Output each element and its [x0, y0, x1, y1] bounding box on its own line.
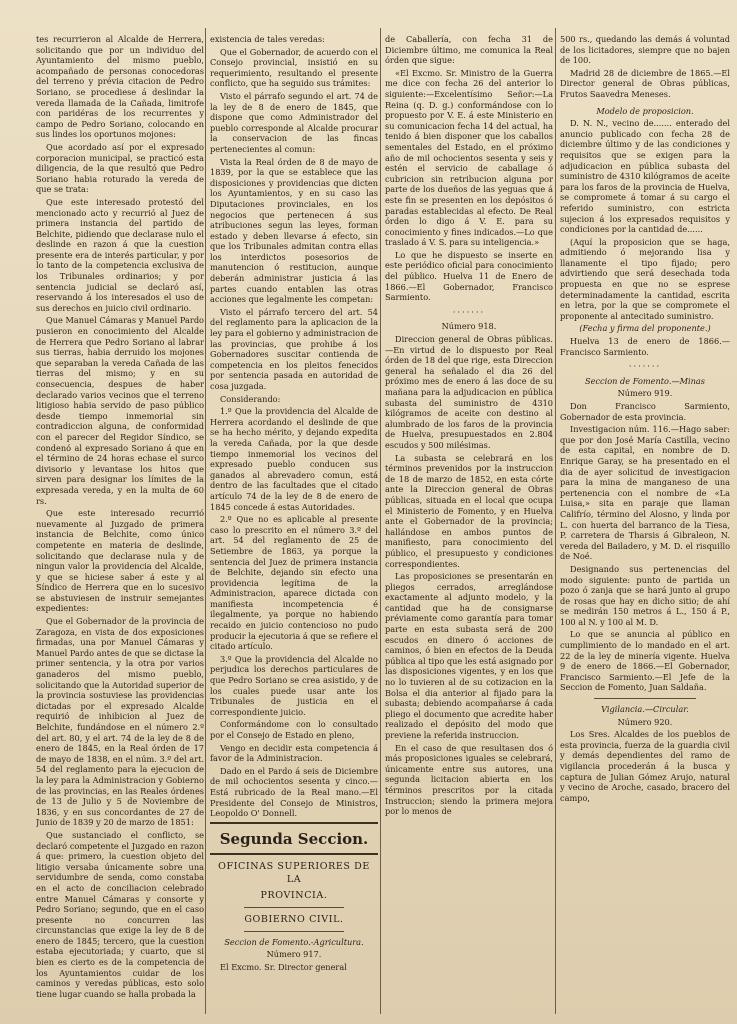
paragraph: Que acordado así por el expresado corporacion municipal, se practicó esta diligencia, de la que resultó que Pedro Soriano habia roturado la vereda de que se trata:	[36, 141, 204, 195]
paragraph: existencia de tales veredas:	[210, 34, 325, 44]
notice-number: Número 917.	[266, 949, 322, 960]
paragraph: La subasta se celebrará en los términos prevenidos por la instruccion de 18 de marzo de 1852, en esta córte ante la Direccion general de Obras públicas, situada en el local que ocupa el Ministerio de Fomento, y en Huelva ante el Gobernador de la provincia; hallándose en ambos puntos de manifiesto, para conocimiento del público, el presupuesto y condiciones correspondientes.	[385, 452, 553, 569]
paragraph: En el caso de que resultasen dos ó más proposiciones iguales se celebrará, únicamente entre sus autores, una segunda licitacion abierta en los términos prescritos por la citada Instruccion; siendo la primera mejora por lo menos de	[385, 742, 553, 817]
paragraph: Vista la Real órden de 8 de mayo de 1839, por la que se establece que las disposiciones y providencias que dicten los Ayuntamientos, y en su caso las Diputaciones provinciales, en los negocios que pertenecen á sus atribuciones segun las leyes, forman estado y deben llevarse á efecto, sin que los Tribunales admitan contra ellas los interdictos posesorios de manutencion ó restitucion, aunque deberán administrar justicia á las partes cuando entablen las otras acciones que legalmente les competan:	[210, 156, 378, 305]
column-rule	[205, 28, 206, 1014]
province-heading: PROVINCIA.	[260, 889, 328, 901]
subsection-heading: Seccion de Fomento.-Agricultura.	[224, 936, 364, 947]
paragraph: Las proposiciones se presentarán en pliegos cerrados, arreglándose exactamente al adjunto modelo, y la cantidad que ha de consignarse préviamente como garantía para tomar parte en esta subasta será de 200 escudos en dinero ó acciones de caminos, ó bien en efectos de la Deuda pública al tipo que les está asignado por las disposiciones vigentes, y en los que no lo tuvieren al de su cotizacion en la Bolsa el dia anterior al fijado para la subasta; debiendo acompañarse á cada pliego el documento que acredite haber realizado el depósito del modo que previene la referida instruccion.	[385, 571, 553, 740]
paragraph: D. N. N., vecino de....... enterado del anuncio publicado con fecha 28 de diciembre último y de las condiciones y requisitos que se exigen para la adjudicacion en pública subasta del suministro de 4310 kilógramos de aceite para los faros de la provincia de Huelva, se compromete á tomar á su cargo el referido suministro, con estricta sujecion á los expresados requisitos y condiciones por la cantidad de......	[560, 118, 730, 235]
paragraph: Dado en el Pardo á seis de Diciembre de mil ochocientos sesenta y cinco.—Está rubricado de la Real mano.—El Presidente del Consejo de Ministros, Leopoldo O' Donnell.	[210, 765, 378, 819]
paragraph: Conformándome con lo consultado por el Consejo de Estado en pleno,	[210, 719, 378, 740]
paragraph: Que sustanciado el conflicto, se declaró competente el Juzgado en razon á que: primero, la cuestion objeto del litigio versaba únicamente sobre una servidumbre de senda, como constaba en el acto de conciliacion celebrado entre Manuel Cámaras y consorte y Pedro Soriano; segundo, que en el caso presente no concurren las circunstancias que exige la ley de 8 de enero de 1845; tercero, que la cuestion estaba ejecutoriada; y cuarto, que si bien es cierto es de la competencia de los Ayuntamientos cuidar de los caminos y veredas públicas, esto solo tiene lugar cuando se halla probada la	[36, 829, 204, 999]
column-rule	[380, 28, 381, 1014]
paragraph: Visto el párrafo segundo el art. 74 de la ley de 8 de enero de 1845, que dispone que como Administrador del pueblo corresponde al Alcalde procurar la conservacion de las fincas pertenecientes al comun:	[210, 90, 378, 154]
paragraph: 500 rs., quedando las demás á voluntad de los licitadores, siempre que no bajen de 100.	[560, 34, 730, 66]
paragraph: Visto el párrafo tercero del art. 54 del reglamento para la aplicacion de la ley para el gobierno y administracion de las provincias, que prohibe á los Gobernadores suscitar contienda de competencia en los pleitos fenecidos por sentencia pasada en autoridad de cosa juzgada.	[210, 306, 378, 391]
civil-government-heading: GOBIERNO CIVIL.	[244, 913, 344, 925]
paragraph: de Caballería, con fecha 31 de Diciembre último, me comunica la Real órden que sigue:	[385, 34, 553, 66]
column-3	[385, 34, 553, 1018]
paragraph: Designando sus pertenencias del modo siguiente: punto de partida un pozo ó zanja que se hará junto al grupo de rosas que hay en dicho sitio; de ahí se medirán 150 metros á L., 150 á P., 100 al N. y 100 al M. D.	[560, 563, 730, 627]
paragraph: Que Manuel Cámaras y Manuel Pardo pusieron en conocimiento del Alcalde de Herrera que Pedro Soriano al labrar sus tierras, habia derruido los mojones que separaban la vereda Cañada de las tierras del mismo; y en su consecuencia, despues de haber declarado varios vecinos que el terreno litigioso habia servido de paso público desde tiempo inmemorial sin contradiccion alguna, de conformidad con el parecer del Regidor Síndico, se condenó al expresado Soriano á que en el término de 24 horas echase el surco divisorio y levantase los hitos que sirven para designar los límites de la expresada vereda, y en la multa de 60 rs.	[36, 315, 204, 506]
section-divider	[210, 822, 378, 824]
model-heading: Modelo de proposicion.	[596, 105, 694, 116]
notice-number: Número 919.	[617, 388, 673, 399]
paragraph: 2.º Que no es aplicable al presente caso lo prescrito en el número 3.º del art. 54 del reglamento de 25 de Setiembre de 1863, ya porque la sentencia del Juez de primera instancia de Belchite, dejando sin efecto una providencia legítima de la Administracion, aparece dictada con manifiesta incompetencia é ilegalmente, ya porque no habiendo recaido en juicio contencioso no pudo producir la ejecutoria á que se refiere el citado artículo.	[210, 514, 378, 652]
paragraph: tes recurrieron al Alcalde de Herrera, solicitando que por un individuo del Ayuntamiento del mismo pueblo, acompañado de personas conocedoras del terreno y prévia citacion de Pedro Soriano, se procediese á deslindar la vereda llamada de la Cañada, limitrofe con paridéras de los recurrentes y campo de Pedro Soriano, colocando en sus lindes los oportunos mojones:	[36, 34, 204, 140]
dotted-separator: ·······	[628, 361, 662, 372]
paragraph: (Aquí la proposicion que se haga, admitiendo ó mejorando lisa y llanamente el tipo fijado; pero advirtiendo que será desechada toda propuesta en que no se esprese determinadamente la cantidad, escrita en letra, por la que se compromete el proponente al antecitado suministro.	[560, 236, 730, 321]
paragraph: Considerando:	[220, 393, 281, 404]
paragraph: «El Excmo. Sr. Ministro de la Guerra me dice con fecha 26 del anterior lo siguiente:—Excelentísimo Señor:—La Reina (q. D. g.) conformándose con lo propuesto por V. E. á este Ministerio en su comunicacion fecha 14 del actual, ha tenido á bien disponer que los caballos sementales del Estado, en el próximo año de mil ochocientos sesenta y seis y estén el servicio de caballage ó cubricion sin retribucion alguna por parte de los dueños de las yeguas que á este fin se presenten en los depósitos ó paradas establecidas al efecto. De Real órden lo digo á V. E. para su conocimiento y fines indicados.—Lo que traslado á V. S. para su inteligencia.»	[385, 67, 553, 248]
paragraph: 1.º Que la providencia del Alcalde de Herrera acordando el deslinde de que se ha hecho mérito, y dejando expedita la vereda Cañada, por la que desde tiempo inmemorial los vecinos del expresado pueblo conducen sus ganados al abrevadero comun, está dentro de las facultades que el citado artículo 74 de la ley de 8 de enero de 1845 concede á estas Autoridades.	[210, 406, 378, 512]
divider	[594, 698, 696, 699]
notice-number: Número 918.	[441, 321, 497, 332]
office-heading: OFICINAS SUPERIORES DE LA	[218, 860, 370, 885]
paragraph: Direccion general de Obras públicas.—En virtud de lo dispuesto por Real órden de 18 del que rige, esta Direccion general ha señalado el dia 26 del próximo mes de enero á las doce de su mañana para la adjudicacion en pública subasta del suministro de 4310 kilógramos de aceite con destino al alumbrado de los faros de la provincia de Huelva, presupuestados en 2.804 escudos y 500 milésimas.	[385, 334, 553, 450]
column-rule	[555, 28, 556, 1014]
paragraph: Huelva 13 de enero de 1866.—Francisco Sarmiento.	[560, 336, 730, 357]
divider	[244, 907, 345, 908]
paragraph: Que este interesado recurrió nuevamente al Juzgado de primera instancia de Belchite, como único competente en materia de deslinde, solicitando que declarase nula y de ningun valor la providencia del Alcalde, y que se hiciese saber á este y al Síndico de Herrera que en lo sucesivo se abstuviesen de instruir semejantes expedientes:	[36, 508, 204, 614]
paragraph: Que el Gobernador de la provincia de Zaragoza, en vista de dos exposiciones firmadas, una por Manuel Cámaras y Manuel Pardo antes de que se dictase la primer sentencia, y la otra por varios ganaderos del mismo pueblo, solicitando que la Autoridad superior de la provincia sostuviese las providencias dictadas por el expresado Alcalde requirió de inhibicion al Juez de Belchite, fundándose en el número 2.º del art. 80, y el art. 74 de la ley de 8 de enero de 1845, en la Real órden de 17 de mayo de 1838, en el núm. 3.º del art. 54 del reglamento para la ejecucion de la ley para la Administracion y Gobierno de las provincias, en las Reales órdenes de 13 de Julio y 5 de Noviembre de 1836, y en sus concordantes de 27 de Junio de 1839 y 20 de marzo de 1851:	[36, 616, 204, 828]
paragraph: Lo que se anuncia al público en cumplimiento de lo mandado en el art. 22 de la ley de minería vigente. Huelva 9 de enero de 1866.—El Gobernador, Francisco Sarmiento.—El Jefe de la Seccion de Fomento, Juan Saldaña.	[560, 629, 730, 693]
divider	[244, 931, 345, 932]
section-divider	[210, 853, 378, 855]
paragraph: 3.º Que la providencia del Alcalde no perjudica los derechos particulares de que Pedro Soriano se crea asistido, y de los cuales puede usar ante los Tribunales de justicia en el correspondiente juicio.	[210, 653, 378, 717]
paragraph: Lo que he dispuesto se inserte en este periódico oficial para conocimiento del público. Huelva 11 de Enero de 1866.—El Gobernador, Francisco Sarmiento.	[385, 249, 553, 303]
dotted-separator: ·······	[452, 306, 486, 317]
paragraph: Que el Gobernador, de acuerdo con el Consejo provincial, insistió en su requerimiento, resultando el presente conflicto, que ha seguido sus trámites:	[210, 46, 378, 89]
section-heading: Segunda Seccion.	[219, 829, 369, 848]
paragraph: Los Sres. Alcaldes de los pueblos de esta provincia, fuerza de la guardia civil y demás dependientes del ramo de vigilancia procederán á la busca y captura de Julian Gómez Arujo, natural y vecino de Aroche, casado, bracero del campo,	[560, 729, 730, 803]
subsection-heading: Seccion de Fomento.—Minas	[584, 375, 705, 386]
subsection-heading: Vigilancia.—Circular.	[601, 704, 689, 715]
column-4	[560, 34, 730, 1018]
paragraph: Vengo en decidir esta competencia á favor de la Administracion.	[210, 742, 378, 764]
notice-number: Número 920.	[617, 716, 673, 727]
column-1	[36, 34, 204, 1018]
paragraph: El Excmo. Sr. Director general	[220, 961, 347, 972]
column-2	[210, 34, 378, 1018]
paragraph: (Fecha y firma del proponente.)	[579, 323, 711, 334]
paragraph: Madrid 28 de diciembre de 1865.—El Director general de Obras públicas, Frutos Saavedra Meneses.	[560, 67, 730, 99]
paragraph: Don Francisco Sarmiento, Gobernador de esta provincia.	[560, 401, 730, 422]
paragraph: Investigacion núm. 116.—Hago saber: que por don José María Castilla, vecino de esta capital, en nombre de D. Enrique Garay, se ha presentado en el dia de ayer solicitud de investigacion para la mina de manganeso de una pertenencia con el nombre de «La Luisa,» sita en paraje que llaman Califrío, término del Alosno, y linda por L. con huerta del barranco de la Tiesa, P. carretera de Tharsis á Gibraleon, N. vereda del Bailadero, y M. D. el risquillo de Noé.	[560, 424, 730, 562]
paragraph: Que este interesado protestó del mencionado acto y recurrió al Juez de primera instancia del partido de Belchite, pidiendo que declarase nulo el deslinde en razon á que la cuestion presente era de interés particular, y por lo tanto de la competencia exclusiva de los Tribunales ordinarios; y por sentencia judicial se declaró así, reservando á los interesados el uso de sus derechos en juicio civil ordinario.	[36, 196, 204, 313]
